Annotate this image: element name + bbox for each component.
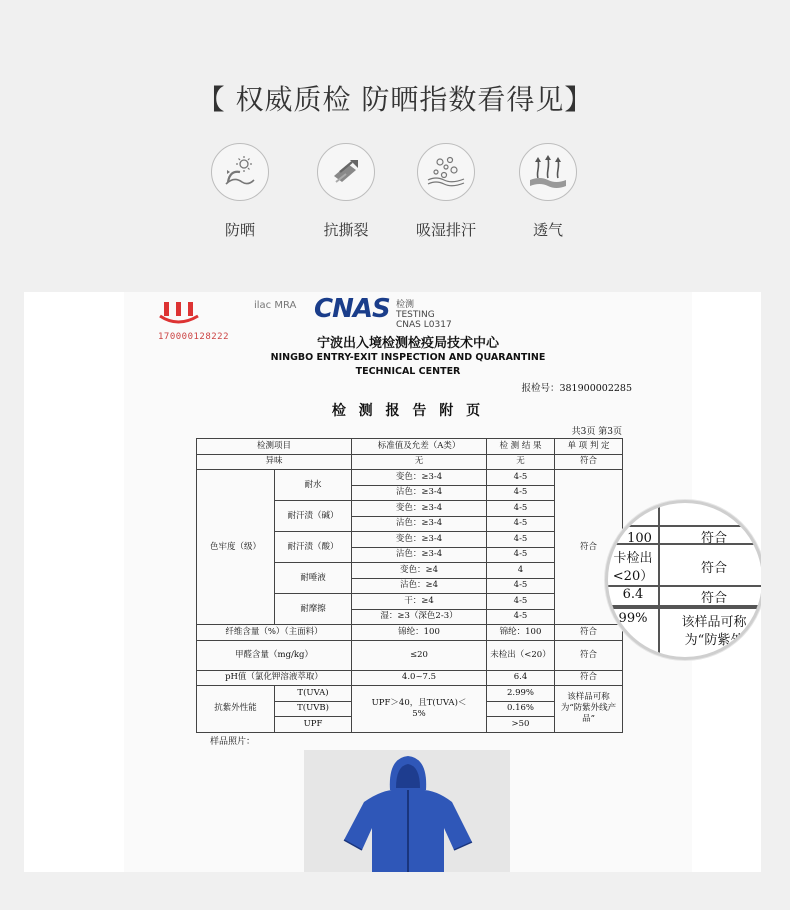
standard-cell: 变色：≥4 bbox=[352, 563, 487, 579]
result-cell: 4-5 bbox=[487, 532, 555, 548]
feature-label: 透气 bbox=[532, 221, 563, 239]
mag-cell: 为“防紫外 bbox=[684, 633, 744, 648]
magnifier-zoom bbox=[605, 500, 761, 660]
subitem-cell: 耐唾液 bbox=[275, 563, 352, 594]
standard-cell: 湿：≥3（深色2-3） bbox=[352, 609, 487, 625]
standard-cell: 锦纶：100 bbox=[352, 625, 487, 641]
subitem-cell: 耐摩擦 bbox=[275, 594, 352, 625]
cnas-sub-line: TESTING bbox=[396, 310, 435, 320]
result-cell: 4-5 bbox=[487, 594, 555, 610]
ilac-mra-logo: ilac MRA bbox=[254, 300, 297, 311]
item-cell: pH值（氯化钾溶液萃取） bbox=[197, 670, 352, 686]
feature-label: 抗撕裂 bbox=[323, 221, 369, 239]
standard-cell: 变色：≥3-4 bbox=[352, 501, 487, 517]
header-cell: 单 项 判 定 bbox=[555, 439, 623, 455]
standard-cell: 无 bbox=[352, 454, 487, 470]
mag-cell: 符合 bbox=[700, 561, 727, 576]
feature-label: 吸湿排汗 bbox=[415, 221, 476, 239]
standard-cell: 干：≥4 bbox=[352, 594, 487, 610]
report-title: 检 测 报 告 附 页 bbox=[331, 403, 485, 419]
header-cell: 检 测 结 果 bbox=[487, 439, 555, 455]
page-title: 【 权威质检 防晒指数看得见】 bbox=[196, 83, 594, 116]
result-cell: 4-5 bbox=[487, 516, 555, 532]
sample-jacket-photo bbox=[304, 750, 510, 872]
standard-cell: 变色：≥3-4 bbox=[352, 532, 487, 548]
standard-cell: 沾色：≥4 bbox=[352, 578, 487, 594]
table-row bbox=[197, 454, 623, 470]
standard-cell: 变色：≥3-4 bbox=[352, 470, 487, 486]
mag-cell: 99% bbox=[618, 611, 648, 626]
org-name-cn: 宁波出入境检测检疫局技术中心 bbox=[316, 336, 499, 351]
standard-cell: 4.0~7.5 bbox=[352, 670, 487, 686]
feature-tear-resistance bbox=[296, 143, 396, 240]
verdict-cell: 符合 bbox=[555, 470, 623, 625]
feature-label: 防晒 bbox=[224, 221, 255, 239]
item-cell: 异味 bbox=[197, 454, 352, 470]
org-name-en-1: NINGBO ENTRY-EXIT INSPECTION AND QUARANTINE bbox=[270, 352, 546, 363]
standard-cell: 沾色：≥3-4 bbox=[352, 516, 487, 532]
standard-cell: 沾色：≥3-4 bbox=[352, 547, 487, 563]
subitem-cell: 耐汗渍（碱） bbox=[275, 501, 352, 532]
verdict-cell: 符合 bbox=[555, 640, 623, 670]
result-cell: 无 bbox=[487, 454, 555, 470]
mag-cell: 符合 bbox=[700, 531, 727, 546]
cma-number: 170000128222 bbox=[158, 332, 230, 342]
result-cell: 4-5 bbox=[487, 609, 555, 625]
cma-logo-icon bbox=[124, 296, 204, 332]
standard-cell: UPF＞40，且T(UVA)＜5% bbox=[352, 686, 487, 733]
table-header-row bbox=[197, 439, 623, 455]
feature-sun-protection bbox=[190, 143, 290, 240]
table-row bbox=[197, 640, 623, 670]
results-table bbox=[196, 438, 623, 733]
item-cell: 色牢度（级） bbox=[197, 470, 275, 625]
report-number: 报检号：381900002285 bbox=[521, 383, 632, 394]
table-row bbox=[197, 670, 623, 686]
mag-cell: ：100 bbox=[614, 531, 652, 546]
org-name-en-2: TECHNICAL CENTER bbox=[355, 366, 461, 377]
header-cell: 检测项目 bbox=[197, 439, 352, 455]
table-row bbox=[197, 686, 623, 702]
result-cell: 0.16% bbox=[487, 701, 555, 717]
subitem-cell: T(UVB) bbox=[275, 701, 352, 717]
cnas-sub-line: CNAS L0317 bbox=[396, 320, 452, 330]
result-cell: 2.99% bbox=[487, 686, 555, 702]
standard-cell: ≤20 bbox=[352, 640, 487, 670]
subitem-cell: 耐汗渍（酸） bbox=[275, 532, 352, 563]
subitem-cell: T(UVA) bbox=[275, 686, 352, 702]
mag-cell: 该样品可称 bbox=[681, 615, 747, 630]
result-cell: 6.4 bbox=[487, 670, 555, 686]
page-count: 共3页 第3页 bbox=[571, 427, 622, 437]
verdict-cell: 符合 bbox=[555, 670, 623, 686]
sun-protection-icon bbox=[211, 143, 269, 201]
verdict-cell: 符合 bbox=[555, 454, 623, 470]
feature-list bbox=[0, 143, 790, 243]
mag-cell: <20） bbox=[612, 569, 654, 584]
result-cell: 4 bbox=[487, 563, 555, 579]
result-cell: 4-5 bbox=[487, 578, 555, 594]
table-row bbox=[197, 625, 623, 641]
test-report-image bbox=[24, 292, 761, 872]
cnas-subtitle bbox=[396, 300, 452, 330]
feature-breathable bbox=[498, 143, 598, 240]
subitem-cell: 耐水 bbox=[275, 470, 352, 501]
result-cell: >50 bbox=[487, 717, 555, 733]
cnas-sub-line: 检测 bbox=[396, 300, 415, 310]
verdict-cell: 符合 bbox=[555, 625, 623, 641]
mag-cell: 6.4 bbox=[622, 587, 644, 602]
feature-moisture-wicking bbox=[396, 143, 496, 240]
verdict-cell: 该样品可称为“防紫外线产品” bbox=[555, 686, 623, 733]
item-cell: 抗紫外性能 bbox=[197, 686, 275, 733]
item-cell: 甲醛含量（mg/kg） bbox=[197, 640, 352, 670]
result-cell: 4-5 bbox=[487, 470, 555, 486]
magnified-table bbox=[608, 503, 761, 660]
result-cell: 4-5 bbox=[487, 547, 555, 563]
result-cell: 4-5 bbox=[487, 485, 555, 501]
subitem-cell: UPF bbox=[275, 717, 352, 733]
mag-cell: 符合 bbox=[700, 591, 727, 606]
result-cell: 4-5 bbox=[487, 501, 555, 517]
cnas-logo: CNAS bbox=[314, 294, 390, 324]
moisture-wicking-icon bbox=[417, 143, 475, 201]
result-cell: 未检出（<20） bbox=[487, 640, 555, 670]
mag-cell: 卡检出 bbox=[613, 551, 653, 566]
breathable-icon bbox=[519, 143, 577, 201]
result-cell: 锦纶：100 bbox=[487, 625, 555, 641]
table-row bbox=[197, 470, 623, 486]
header-cell: 标准值及允差（A类） bbox=[352, 439, 487, 455]
standard-cell: 沾色：≥3-4 bbox=[352, 485, 487, 501]
tear-resistance-icon bbox=[317, 143, 375, 201]
item-cell: 纤维含量（%）（主面料） bbox=[197, 625, 352, 641]
sample-photo-label: 样品照片： bbox=[210, 737, 256, 747]
